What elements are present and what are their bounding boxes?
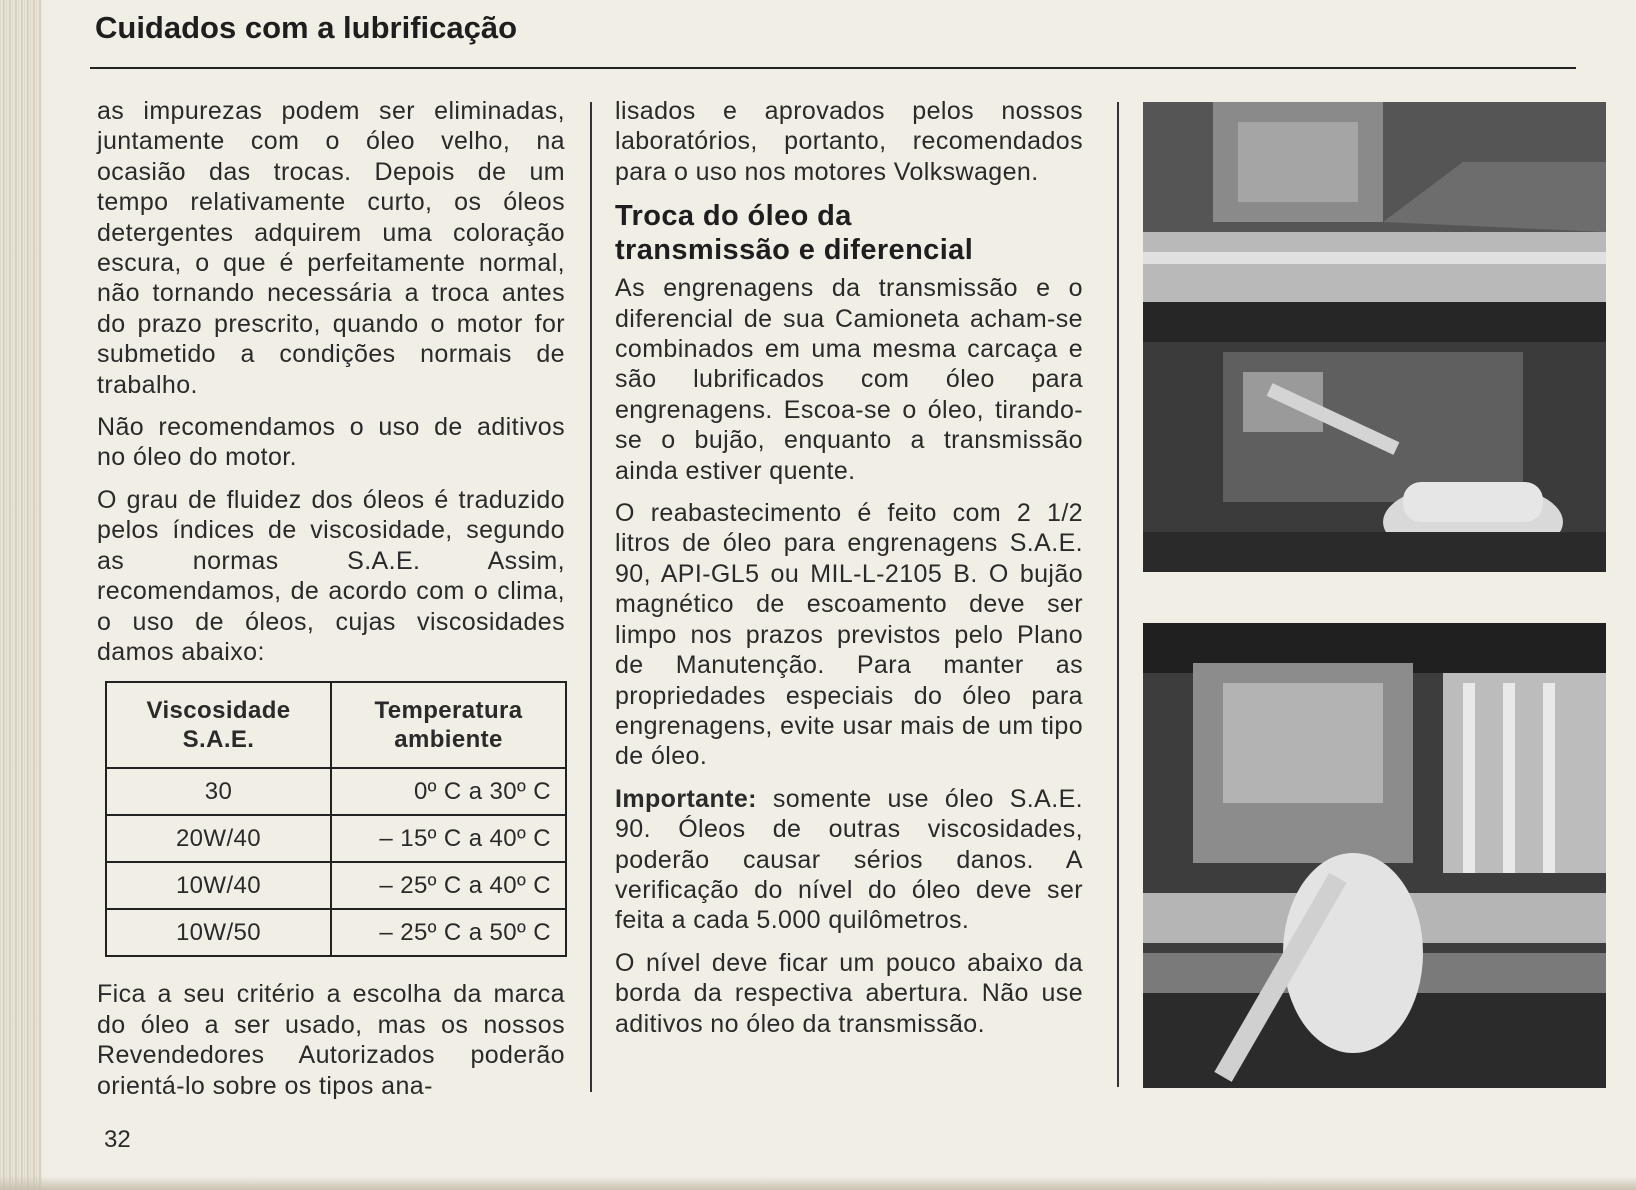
paragraph	[615, 784, 1083, 936]
photo-column-divider	[1117, 102, 1119, 1087]
table-row	[106, 768, 566, 815]
book-page-edge	[0, 0, 42, 1190]
paragraph: Não recomendamos o uso de aditivos no óleo do motor.	[97, 413, 565, 472]
temperature-cell: – 15º C a 40º C	[331, 815, 566, 862]
header-text: Viscosidade	[146, 697, 291, 725]
paragraph: Fica a seu critério a escolha da marca do óleo a ser usado, mas os nossos Revendedores Autorizados poderão orientá-lo sobre os tipos ana-	[97, 980, 565, 1100]
section-heading	[615, 199, 1083, 267]
table-header-row	[106, 682, 566, 768]
column-divider	[590, 102, 592, 1092]
paragraph: O nível deve ficar um pouco abaixo da borda da respectiva abertura. Não use aditivos no óleo da transmissão.	[615, 948, 1083, 1038]
header-text: ambiente	[394, 726, 503, 754]
header-divider	[90, 67, 1576, 69]
table-row	[106, 815, 566, 862]
page-title: Cuidados com a lubrificação	[95, 10, 518, 45]
viscosity-cell: 30	[106, 768, 331, 815]
page-number: 32	[104, 1126, 131, 1153]
paragraph: O grau de fluidez dos óleos é traduzido pelos índices de viscosidade, segundo as normas S.A.E. Assim, recomendamos, de acordo com o clima, o uso de óleos, cujas viscosidades damos abaixo:	[97, 485, 565, 666]
transmission-refill-photo	[1143, 623, 1606, 1088]
temperature-cell: – 25º C a 50º C	[331, 909, 566, 956]
transmission-drain-photo	[1143, 102, 1606, 572]
paragraph: O reabastecimento é feito com 2 1/2 litros de óleo para engrenagens S.A.E. 90, API-GL5 ou MIL-L-2105 B. O bujão magnético de escoamento deve ser limpo nos prazos previstos pelo Plano de Manutenção. Para manter as propriedades especiais do óleo para engrenagens, evite usar mais de um tipo de óleo.	[615, 499, 1083, 771]
photo-illustration	[1143, 102, 1606, 572]
viscosity-table	[105, 681, 567, 957]
viscosity-cell: 10W/50	[106, 909, 331, 956]
paragraph: lisados e aprovados pelos nossos laboratórios, portanto, recomendados para o uso nos motores Volkswagen.	[615, 97, 1083, 186]
table-header-temperature	[331, 682, 566, 768]
heading-line: Troca do óleo da	[615, 200, 852, 233]
important-label: Importante:	[615, 784, 757, 813]
important-text: somente use óleo S.A.E. 90. Óleos de outras viscosidades, poderão causar sérios danos. A verificação do nível do óleo deve ser feita a cada 5.000 quilômetros.	[615, 784, 1083, 935]
header-text: S.A.E.	[182, 726, 255, 754]
temperature-cell: 0º C a 30º C	[331, 768, 566, 815]
header-text: Temperatura	[374, 697, 523, 725]
viscosity-cell: 10W/40	[106, 862, 331, 909]
temperature-cell: – 25º C a 40º C	[331, 862, 566, 909]
photo-illustration	[1143, 623, 1606, 1088]
paragraph: as impurezas podem ser eliminadas, juntamente com o óleo velho, na ocasião das trocas. Depois de um tempo relativamente curto, os óleos detergentes adquirem uma coloração escura, o que é perfeitamente normal, não tornando necessária a troca antes do prazo prescrito, quando o motor for submetido a condições normais de trabalho.	[97, 97, 565, 399]
paragraph: As engrenagens da transmissão e o diferencial de sua Camioneta acham-se combinados em uma mesma carcaça e são lubrificados com óleo para engrenagens. Escoa-se o óleo, tirando-se o bujão, enquanto a transmissão ainda estiver quente.	[615, 274, 1083, 485]
table-row	[106, 909, 566, 956]
middle-column	[615, 96, 1083, 1051]
left-column	[97, 96, 565, 1113]
heading-line: transmissão e diferencial	[615, 234, 974, 267]
viscosity-cell: 20W/40	[106, 815, 331, 862]
table-row	[106, 862, 566, 909]
page-bottom-shadow	[0, 1176, 1636, 1190]
table-header-viscosity	[106, 682, 331, 768]
